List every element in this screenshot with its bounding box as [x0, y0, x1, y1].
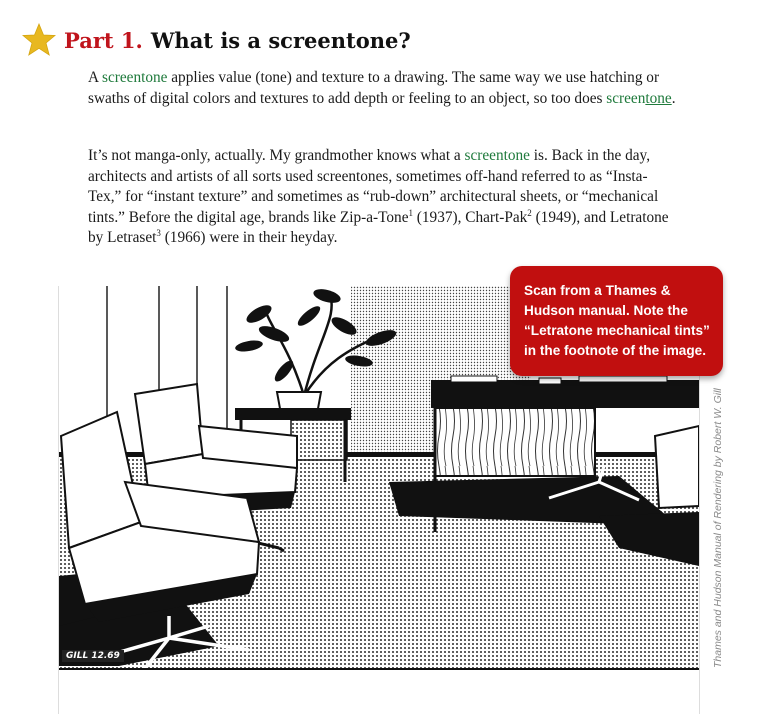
footnote-ref[interactable]: 2: [527, 207, 532, 218]
callout-text: Scan from a Thames & Hudson manual. Note the “Letratone mechanical tints” in the footnote of the image.: [524, 283, 710, 358]
text-run: (1966) were in their heyday.: [160, 229, 338, 247]
link-text: screen: [606, 89, 646, 107]
history-paragraph: [88, 146, 678, 249]
intro-paragraph: [88, 68, 678, 109]
screentone-link[interactable]: screentone: [102, 69, 168, 86]
text-run: A: [88, 69, 103, 86]
section-header: [22, 20, 411, 60]
text-run: .: [671, 89, 676, 107]
screentone-link[interactable]: [606, 90, 671, 107]
text-run: (1937), Chart-Pak: [412, 208, 528, 226]
link-text: tone: [645, 89, 672, 107]
text-run: (1949), and Letratone by Letraset: [88, 208, 669, 247]
text-run: It’s not manga-only, actually. My grandmother knows what a: [88, 147, 465, 164]
part-label: Part 1.: [64, 27, 143, 53]
image-credit: Thames and Hudson Manual of Rendering by Robert W. Gill: [712, 388, 724, 668]
text-run: applies value (tone) and texture to a drawing. The same way we use hatching or swaths of digital colors and textures to add depth or feeling to an object, so too does: [88, 69, 660, 107]
artist-signature: GILL 12.69: [62, 650, 124, 662]
star-icon: [22, 23, 56, 57]
footnote-ref[interactable]: 1: [408, 207, 413, 218]
footnote-ref[interactable]: 3: [156, 228, 161, 239]
callout-box: [510, 266, 723, 376]
text-run: is. Back in the day, architects and artists of all sorts used screentones, sometimes off-hand referred to as “Insta-Tex,” for “instant texture” and sometimes as “rub-down” architectural sheets, or “mechanical tints.” Before the digital age, brands like Zip-a-Tone: [88, 147, 659, 226]
screentone-link[interactable]: screentone: [464, 147, 530, 164]
page-title: What is a screentone?: [150, 27, 411, 53]
